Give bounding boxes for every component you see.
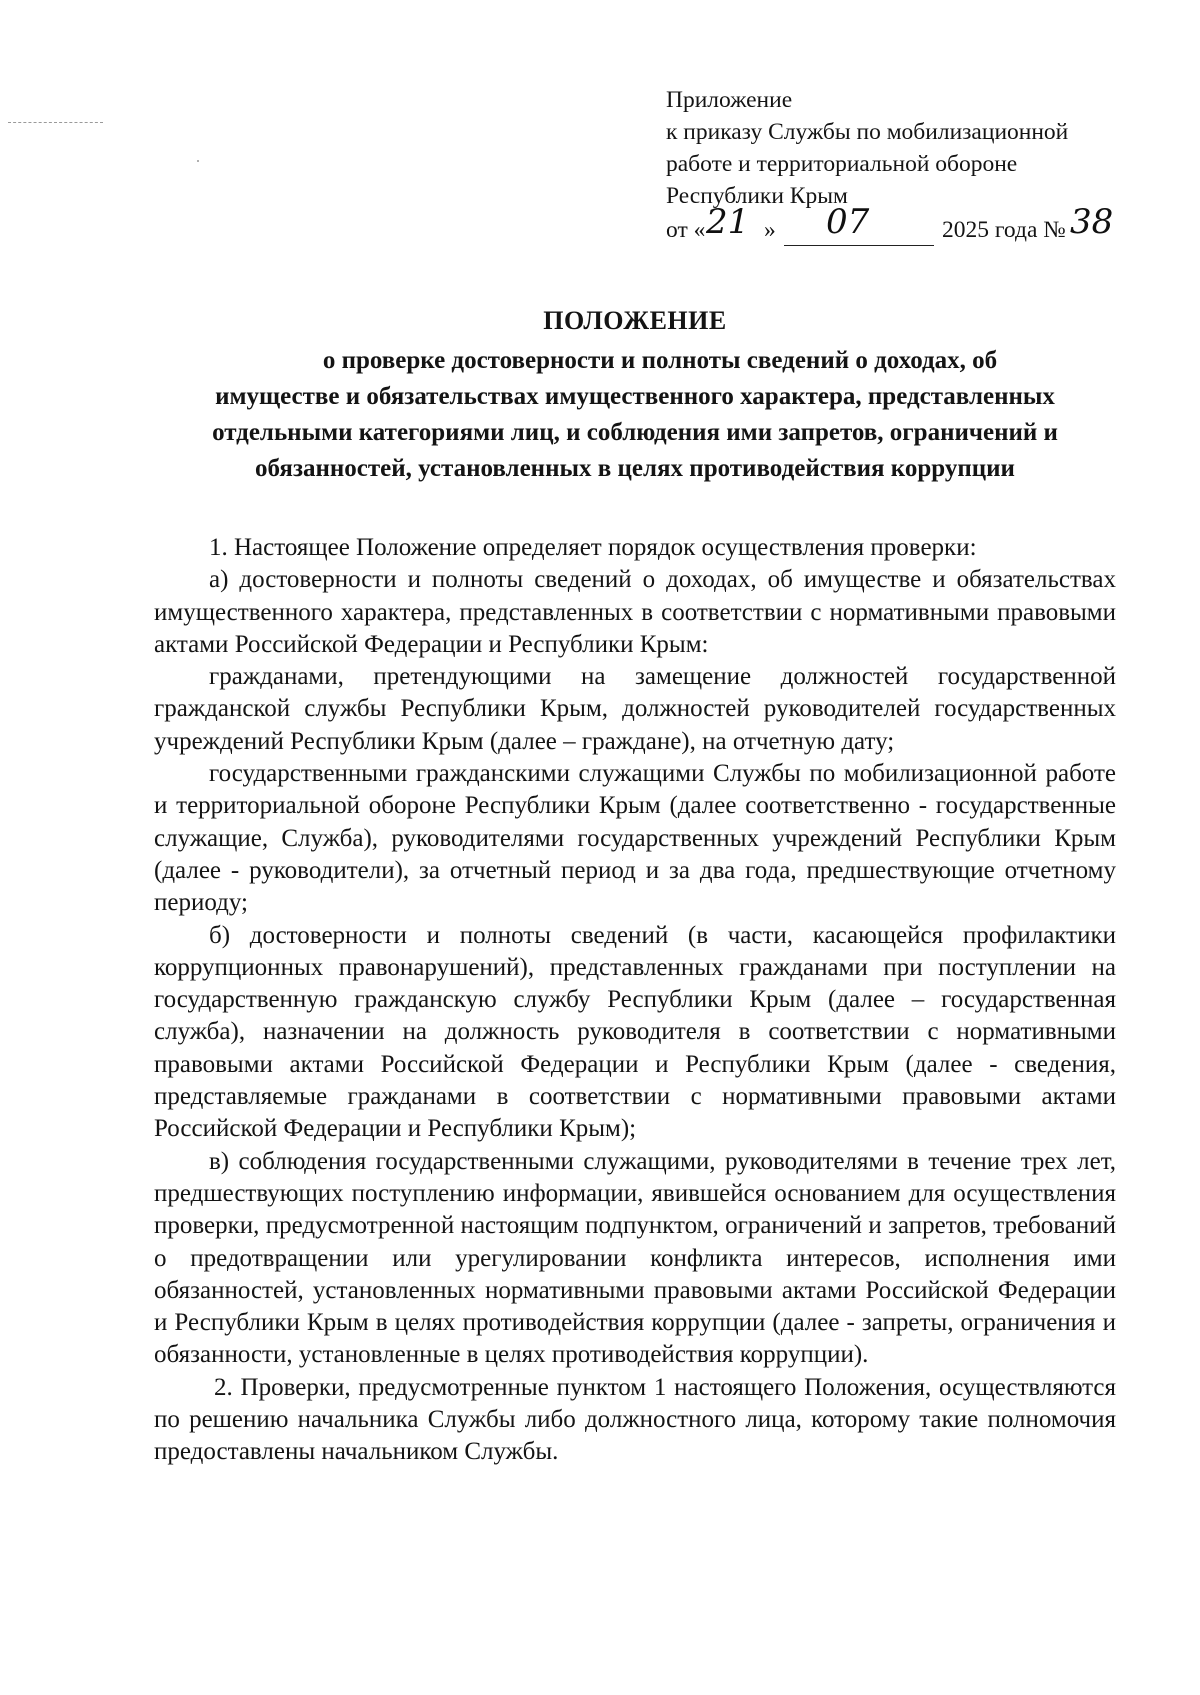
paragraph-1b: б) достоверности и полноты сведений (в части, касающейся профилактики коррупционных правонарушений), представленных гражданами при поступлении на государственную гражданскую службу Республики Крым (далее – государственная служба), назначении на должность руководителя в соответствии с нормативными правовыми актами Российской Федерации и Республики Крым (далее - сведения, представляемые гражданами в соответствии с нормативными правовыми актами Российской Федерации и Республики Крым); xyxy=(154,921,1116,1143)
document-subtitle xyxy=(150,343,1120,487)
scan-artifact-dot xyxy=(197,160,199,162)
order-year-text: 2025 года № xyxy=(942,217,1066,243)
order-day-handwritten: 21 xyxy=(706,202,750,242)
paragraph-1a: а) достоверности и полноты сведений о доходах, об имуществе и обязательствах имущественного характера, представленных в соответствии с нормативными правовыми актами Российской Федерации и Республики Крым: xyxy=(154,566,1116,658)
document-title: ПОЛОЖЕНИЕ xyxy=(543,306,727,335)
order-date-line xyxy=(666,202,1126,252)
appendix-line: к приказу Службы по мобилизационной xyxy=(666,119,1069,145)
subtitle-line: имуществе и обязательствах имущественного характера, представленных xyxy=(215,383,1055,410)
order-prefix: от « xyxy=(666,217,706,243)
subtitle-line: о проверке достоверности и полноты сведений о доходах, об xyxy=(322,347,998,374)
appendix-line: работе и территориальной обороне xyxy=(666,151,1018,177)
order-quote: » xyxy=(764,217,776,243)
month-underline xyxy=(784,245,934,246)
subtitle-line: обязанностей, установленных в целях противодействия коррупции xyxy=(255,455,1015,482)
appendix-line: Приложение xyxy=(666,87,793,113)
paragraph-civil-servants: государственными гражданскими служащими Службы по мобилизационной работе и территориальной обороне Республики Крым (далее соответственно - государственные служащие, Служба), руководителями государственных учреждений Республики Крым (далее - руководители), за отчетный период и за два года, предшествующие отчетному периоду; xyxy=(154,760,1116,917)
subtitle-line: отдельными категориями лиц, и соблюдения ими запретов, ограничений и xyxy=(212,419,1058,446)
document-body xyxy=(154,532,1116,1469)
paragraph-1: 1. Настоящее Положение определяет порядок осуществления проверки: xyxy=(209,534,977,561)
appendix-line: Республики Крым xyxy=(666,183,848,209)
scan-artifact xyxy=(8,122,103,125)
appendix-block xyxy=(666,84,1126,252)
paragraph-2: 2. Проверки, предусмотренные пунктом 1 настоящего Положения, осуществляются по решению начальника Службы либо должностного лица, которому такие полномочия предоставлены начальником Службы. xyxy=(154,1373,1116,1466)
order-number-handwritten: 38 xyxy=(1070,202,1114,242)
paragraph-citizens: гражданами, претендующими на замещение должностей государственной гражданской службы Республики Крым, должностей руководителей государственных учреждений Республики Крым (далее – граждане), на отчетную дату; xyxy=(154,663,1116,755)
paragraph-1c: в) соблюдения государственными служащими, руководителями в течение трех лет, предшествующих поступлению информации, явившейся основанием для осуществления проверки, предусмотренной настоящим подпунктом, ограничений и запретов, требований о предотвращении или урегулировании конфликта интересов, исполнения ими обязанностей, установленных нормативными правовыми актами Российской Федерации и Республики Крым в целях противодействия коррупции (далее - запреты, ограничения и обязанности, установленные в целях противодействия коррупции). xyxy=(154,1147,1116,1369)
order-month-handwritten: 07 xyxy=(826,202,870,242)
